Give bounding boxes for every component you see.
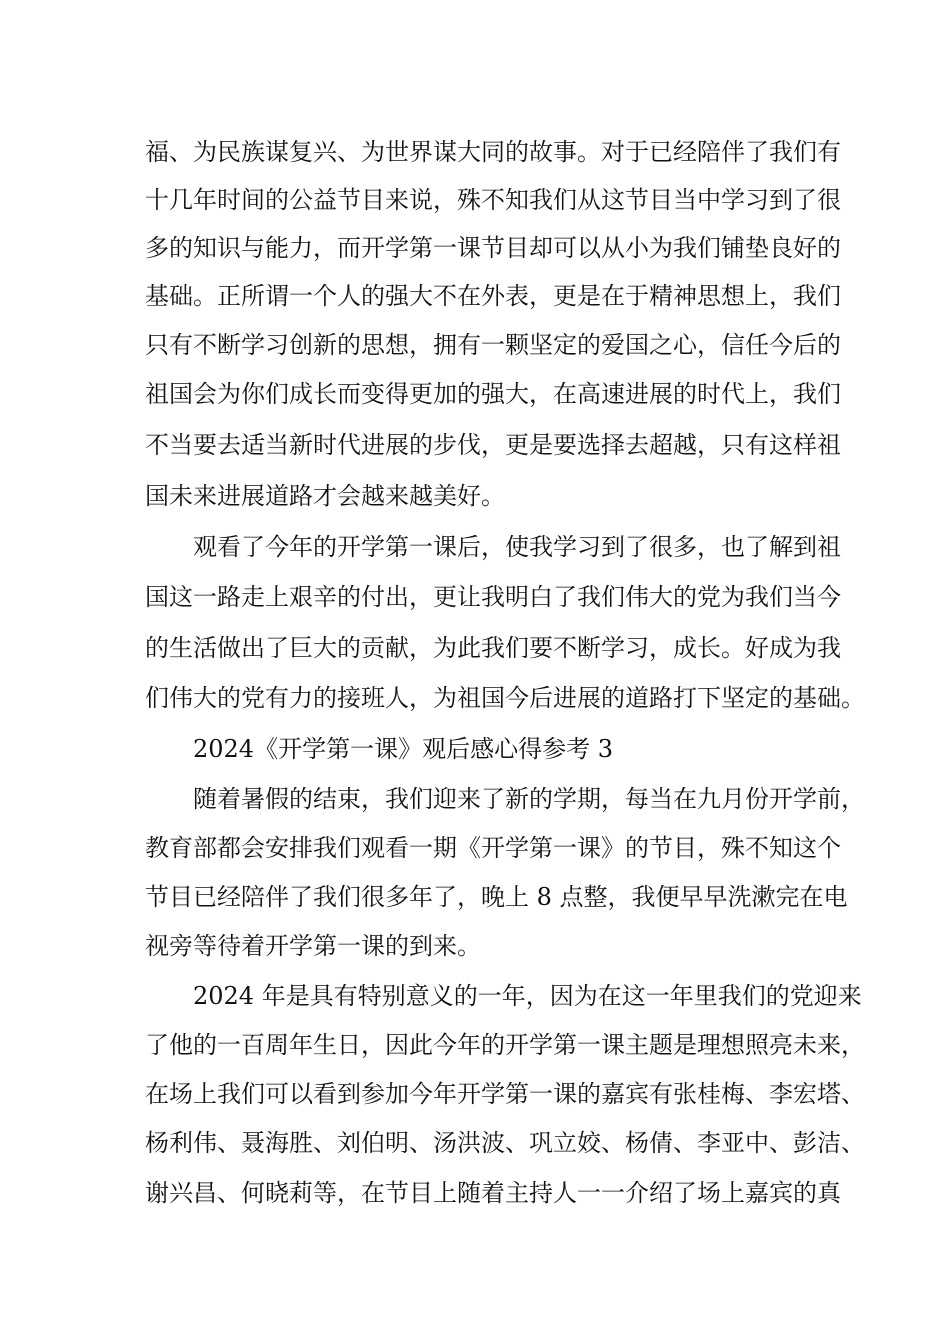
paragraph-start-line: 随着暑假的结束，我们迎来了新的学期，每当在九月份开学前， xyxy=(193,785,865,813)
text-line: 国未来进展道路才会越来越美好。 xyxy=(145,482,505,510)
text-line: 基础。正所谓一个人的强大不在外表，更是在于精神思想上，我们 xyxy=(145,282,841,310)
section-heading: 2024《开学第一课》观后感心得参考 3 xyxy=(193,735,613,763)
text-line: 教育部都会安排我们观看一期《开学第一课》的节目，殊不知这个 xyxy=(145,834,841,862)
text-line: 不当要去适当新时代进展的步伐，更是要选择去超越，只有这样祖 xyxy=(145,431,841,459)
text-line: 祖国会为你们成长而变得更加的强大，在高速进展的时代上，我们 xyxy=(145,380,841,408)
text-line: 们伟大的党有力的接班人，为祖国今后进展的道路打下坚定的基础。 xyxy=(145,684,865,712)
text-line: 视旁等待着开学第一课的到来。 xyxy=(145,932,481,960)
text-line: 国这一路走上艰辛的付出，更让我明白了我们伟大的党为我们当今 xyxy=(145,583,841,611)
text-line: 谢兴昌、何晓莉等，在节目上随着主持人一一介绍了场上嘉宾的真 xyxy=(145,1179,841,1207)
text-line: 的生活做出了巨大的贡献，为此我们要不断学习，成长。好成为我 xyxy=(145,634,841,662)
text-line: 了他的一百周年生日，因此今年的开学第一课主题是理想照亮未来， xyxy=(145,1031,865,1059)
text-line: 在场上我们可以看到参加今年开学第一课的嘉宾有张桂梅、李宏塔、 xyxy=(145,1080,865,1108)
text-line: 杨利伟、聂海胜、刘伯明、汤洪波、巩立姣、杨倩、李亚中、彭洁、 xyxy=(145,1129,865,1157)
text-line: 节目已经陪伴了我们很多年了，晚上 8 点整，我便早早洗漱完在电 xyxy=(145,883,848,911)
paragraph-start-line: 2024 年是具有特别意义的一年，因为在这一年里我们的党迎来 xyxy=(193,982,862,1010)
text-line: 多的知识与能力，而开学第一课节目却可以从小为我们铺垫良好的 xyxy=(145,234,841,262)
text-line: 福、为民族谋复兴、为世界谋大同的故事。对于已经陪伴了我们有 xyxy=(145,138,841,166)
text-line: 十几年时间的公益节目来说，殊不知我们从这节目当中学习到了很 xyxy=(145,186,841,214)
text-line: 只有不断学习创新的思想，拥有一颗坚定的爱国之心，信任今后的 xyxy=(145,331,841,359)
paragraph-start-line: 观看了今年的开学第一课后，使我学习到了很多，也了解到祖 xyxy=(193,533,841,561)
